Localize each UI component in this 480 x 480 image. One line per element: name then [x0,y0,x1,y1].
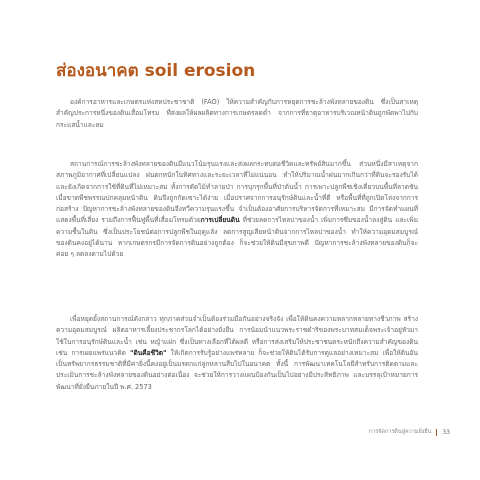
page-number: 33 [442,428,450,436]
footer-divider [436,429,437,436]
paragraph-situation-text: สถานการณ์การชะล้างพังทลายของดินมีแนวโน้มรุนแรงและส่งผลกระทบต่อชีวิตและทรัพย์สินมากขึ้น ส่วนหนึ่งมีสาเหตุจากสภาพภูมิอากาศที่เปลี่ยนแปลง ฝนตกหนักในทิศทางและระยะเวลาที่ไม่แน่นอน ทำให้ปริมาณน้ำฝนมากเกินกว่าที่ดินจะรองรับได้ และยังเกิดจากการใช้ที่ดินที่ไม่เหมาะสม ทั้งการตัดไม้ทำลายป่า การบุกรุกพื้นที่ป่าต้นน้ำ การเพาะปลูกพืชเชิงเดี่ยวบนพื้นที่ลาดชัน เมื่อขาดพืชพรรณปกคลุมหน้าดิน ดินจึงถูกกัดเซาะได้ง่าย เมื่อปราศจากการอนุรักษ์ดินและน้ำที่ดี หรือพื้นที่ที่ถูกเปิดโล่งจากการก่อสร้าง ปัญหาการชะล้างพังทลายของดินจึงทวีความรุนแรงขึ้น จำเป็นต้องอาศัยการบริหารจัดการที่เหมาะสม มีการจัดทำแผนที่แสดงพื้นที่เสี่ยง รวมถึงการฟื้นฟูพื้นที่เสื่อมโทรมด้วย [56,160,418,225]
page-footer [369,427,450,437]
paragraph-situation-text-end: ที่ช่วยลดการไหลบ่าของน้ำ เพิ่มการซึมของน้ำลงสู่ดิน และเพิ่มความชื้นในดิน ซึ่งเป็นประโยชน์ต่อการปลูกพืชในฤดูแล้ง ลดการสูญเสียหน้าดินจากการไหลบ่าของน้ำ ทำให้ความอุดมสมบูรณ์ของดินคงอยู่ได้นาน หากเกษตรกรมีการจัดการดินอย่างถูกต้อง ก็จะช่วยให้ดินมีสุขภาพดี ปัญหาการชะล้างพังทลายของดินก็จะค่อย ๆ ลดลงตามไปด้วย [56,216,418,259]
paragraph-solution [56,314,418,393]
paragraph-solution-text-end: ให้เกิดการรับรู้อย่างแพร่หลาย ก็จะช่วยให้ดินได้รับการดูแลอย่างเหมาะสม เพื่อให้ดินอันเป็นทรัพยากรธรรมชาติที่มีค่ายิ่งนี้คงอยู่เป็นมรดกแก่ลูกหลานสืบไปในอนาคต ทั้งนี้ การพัฒนาเทคโนโลยีสำหรับการติดตามและประเมินการชะล้างพังทลายของดินอย่างต่อเนื่อง จะช่วยให้การวางแผนป้องกันเป็นไปอย่างมีประสิทธิภาพ และบรรลุเป้าหมายการพัฒนาที่ยั่งยืนภายในปี พ.ศ. 2573 [56,348,419,391]
footer-text: การจัดการดินสู่ความยั่งยืน [368,429,432,435]
paragraph-situation [56,159,418,261]
paragraph-fao: องค์การอาหารและเกษตรแห่งสหประชาชาติ (FAO) ให้ความสำคัญกับการหยุดการชะล้างพังทลายของดิน ซึ่งเป็นสาเหตุสำคัญประการหนึ่งของดินเสื่อมโทรม ที่ส่งผลให้ผลผลิตทางการเกษตรลดต่ำ จากการที่ธาตุอาหารบริเวณหน้าดินถูกพัดพาไปกับกระแสน้ำและลม [56,98,418,129]
paragraph-solution-text: เพื่อหยุดยั้งสถานการณ์ดังกล่าว ทุกภาคส่วนจำเป็นต้องร่วมมือกันอย่างจริงจัง เพื่อให้ดินคงความหลากหลายทางชีวภาพ สร้างความอุดมสมบูรณ์ ผลิตอาหารเลี้ยงประชากรโลกได้อย่างยั่งยืน การน้อมนำแนวพระราชดำริของพระบาทสมเด็จพระเจ้าอยู่หัวมาใช้ในการอนุรักษ์ดินและน้ำ เช่น หญ้าแฝก ซึ่งเป็นทางเลือกที่ได้ผลดี หรือการส่งเสริมให้ประชาชนตระหนักถึงความสำคัญของดิน เช่น การเผยแพร่แนวคิด [56,315,418,357]
highlight-soil-change: การเปลี่ยนดิน [200,216,240,225]
highlight-soil-is-life: "ดินคือชีวิต" [130,348,167,357]
article-heading: ส่องอนาคต soil erosion [56,61,256,81]
